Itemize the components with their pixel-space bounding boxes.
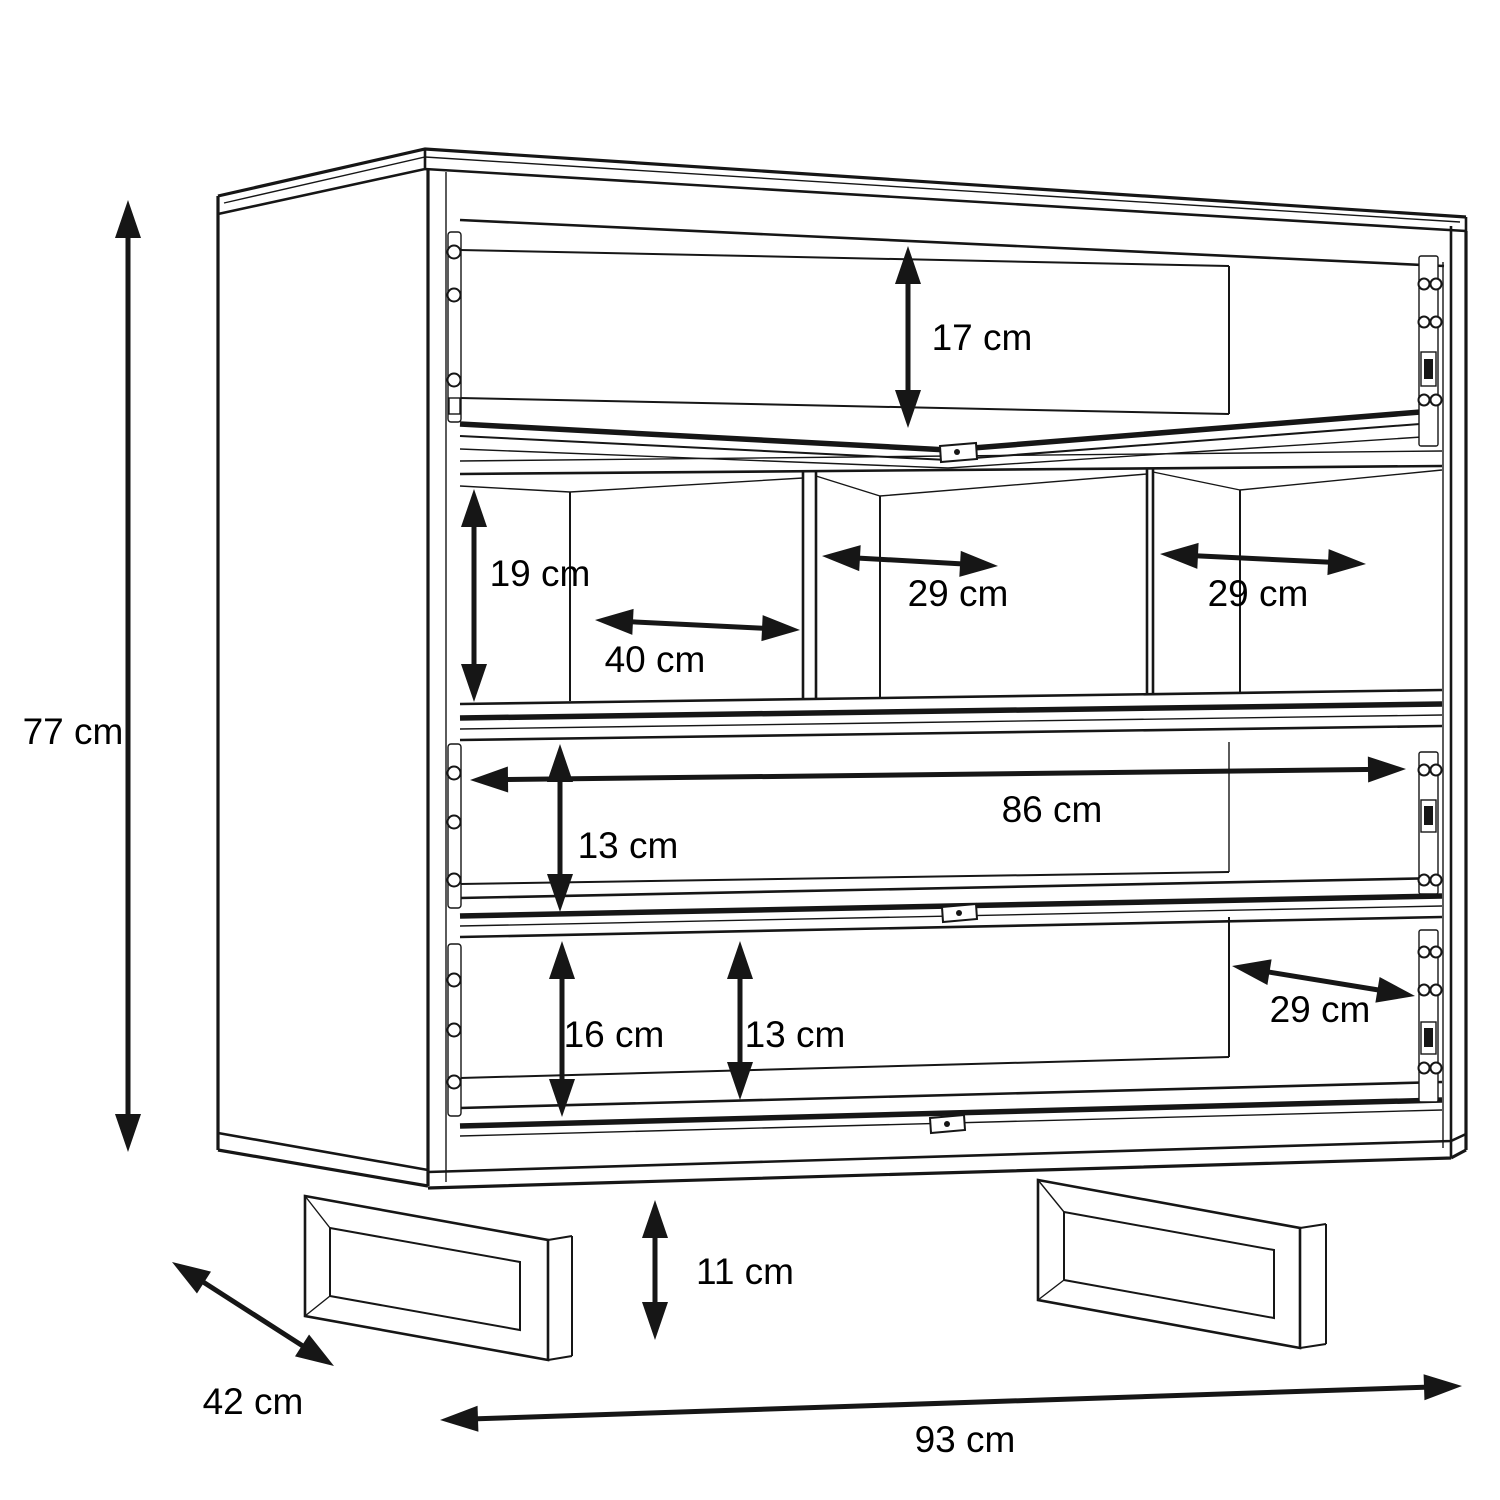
screw-hole — [1419, 395, 1430, 406]
dim-overall-height — [23, 200, 141, 1152]
dim-drawer-inner-height — [547, 744, 678, 912]
drawer-inner-width-arrow — [470, 756, 1406, 792]
leg-height-arrow — [642, 1200, 668, 1340]
row4-floor-back-edge — [460, 1057, 1229, 1078]
dim-top-compartment-height — [895, 246, 1032, 428]
dim-bottom-right-compartment-width — [1232, 959, 1415, 1030]
top-panel — [218, 149, 1466, 231]
dim-bottom-inner-height — [727, 941, 845, 1100]
shelf-bracket-hole — [944, 1121, 950, 1127]
screw-hole — [1419, 765, 1430, 776]
dim-label-drawer-inner-width: 86 cm — [1001, 789, 1103, 830]
ceiling-front-edge — [460, 220, 1444, 266]
row2-bottom-edge — [460, 690, 1442, 704]
screw-hole — [448, 816, 461, 829]
screw-hole — [1419, 875, 1430, 886]
left-panel-edges — [218, 169, 428, 1186]
screw-hole — [448, 974, 461, 987]
left-slide-rail-bottom — [448, 944, 462, 1116]
left-leg — [305, 1196, 572, 1360]
right-slide-rail-bottom — [1419, 930, 1442, 1102]
right-compartment-width-arrow — [1160, 543, 1366, 575]
dim-label-bottom-front-height: 16 cm — [563, 1014, 665, 1055]
leg-side-face — [548, 1236, 572, 1360]
row3-floor-back-edge — [460, 872, 1229, 884]
latch-inner — [1424, 806, 1433, 825]
latch-inner — [1424, 359, 1433, 379]
dim-left-compartment-width — [595, 609, 800, 680]
screw-hole — [1419, 985, 1430, 996]
top-panel-inner-line — [224, 157, 1460, 222]
cell3-ceiling — [1153, 470, 1442, 490]
dim-label-overall-height: 77 cm — [22, 711, 124, 752]
screw-hole — [1431, 279, 1442, 290]
leg-side-face — [1300, 1224, 1326, 1348]
dim-bottom-front-height — [549, 941, 664, 1117]
cell1-ceiling — [460, 478, 803, 492]
dim-label-drawer-inner-height: 13 cm — [577, 825, 679, 866]
dim-overall-width — [440, 1374, 1462, 1460]
screw-hole — [448, 374, 461, 387]
latch-inner — [1424, 1028, 1433, 1047]
top-compartment-height-arrow — [895, 246, 921, 428]
bottom-panel — [428, 1134, 1466, 1188]
row3-top-edge — [460, 726, 1442, 740]
screw-hole — [1431, 875, 1442, 886]
bottom-panel-top-edge — [428, 1134, 1466, 1172]
dim-label-right-compartment-width: 29 cm — [1207, 573, 1309, 614]
overall-height-arrow — [115, 200, 141, 1152]
dim-label-left-compartment-width: 40 cm — [604, 639, 706, 680]
left-panel-base-lip — [218, 1133, 428, 1170]
dim-leg-height — [642, 1200, 794, 1340]
divider-right — [1147, 468, 1153, 695]
screw-hole — [448, 1024, 461, 1037]
floor-back-edge — [460, 398, 1229, 414]
dim-label-leg-height: 11 cm — [695, 1251, 795, 1292]
screw-hole — [1419, 947, 1430, 958]
open-flap-door — [460, 411, 1442, 468]
screw-hole — [448, 874, 461, 887]
rail-foot — [449, 398, 460, 414]
dim-label-bottom-right-compartment-width: 29 cm — [1269, 989, 1371, 1030]
right-slide-rail-middle — [1419, 752, 1442, 894]
screw-hole — [1431, 765, 1442, 776]
screw-hole — [1431, 1063, 1442, 1074]
right-slide-rail-top — [1419, 256, 1442, 446]
screw-hole — [448, 767, 461, 780]
left-slide-rail-middle — [448, 744, 462, 908]
open-shelf-height-arrow — [461, 489, 487, 702]
screw-hole — [1431, 985, 1442, 996]
shelf2-front-edge — [460, 704, 1442, 718]
screw-hole — [1431, 317, 1442, 328]
drawer-inner-height-arrow — [547, 744, 573, 912]
dim-label-bottom-inner-height: 13 cm — [744, 1014, 846, 1055]
dim-label-open-shelf-height: 19 cm — [489, 553, 591, 594]
rail-plate — [448, 232, 461, 422]
screw-hole — [1419, 1063, 1430, 1074]
shelf-bracket-hole — [956, 910, 962, 916]
screw-hole — [1419, 317, 1430, 328]
dim-drawer-inner-width — [470, 756, 1406, 830]
dim-right-compartment-width — [1160, 543, 1366, 614]
screw-hole — [1419, 279, 1430, 290]
right-side-panel — [1443, 226, 1466, 1158]
right-leg — [1038, 1180, 1326, 1348]
screw-hole — [1431, 395, 1442, 406]
screw-hole — [448, 246, 461, 259]
dim-label-middle-compartment-width: 29 cm — [907, 573, 1009, 614]
ceiling-back-edge — [460, 250, 1229, 266]
screw-hole — [448, 1076, 461, 1089]
left-side-panel — [218, 169, 446, 1186]
cell2-ceiling — [816, 474, 1147, 496]
divider-left — [803, 472, 816, 700]
dim-label-overall-width: 93 cm — [914, 1419, 1016, 1460]
cabinet-body — [218, 149, 1466, 1360]
dim-label-depth: 42 cm — [202, 1381, 304, 1422]
left-slide-rail-top — [448, 232, 462, 422]
flap-stay-bracket-hole — [954, 449, 960, 455]
dim-label-top-compartment-height: 17 cm — [931, 317, 1033, 358]
screw-hole — [448, 289, 461, 302]
screw-hole — [1431, 947, 1442, 958]
left-compartment-width-arrow — [595, 609, 800, 641]
dim-middle-compartment-width — [822, 545, 1008, 614]
